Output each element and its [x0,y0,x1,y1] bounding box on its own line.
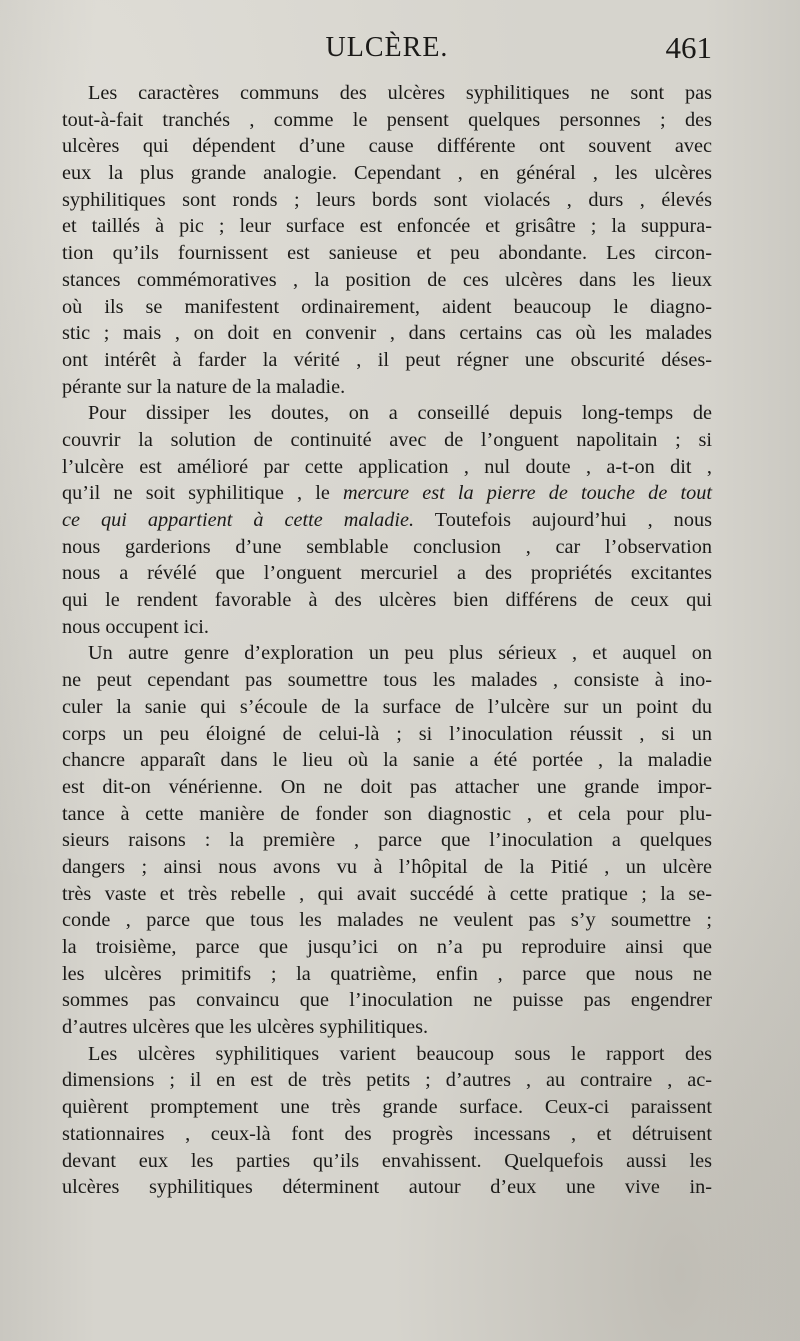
text-line [62,480,712,507]
text-line: dimensions ; il en est de très petits ; d’autres , au contraire , ac- [62,1069,712,1092]
text-line: devant eux les parties qu’ils envahissent. Quelquefois aussi les [62,1149,712,1172]
text-line: couvrir la solution de continuité avec de l’onguent napolitain ; si [62,428,712,451]
text-line: d’autres ulcères que les ulcères syphilitiques. [62,1016,429,1039]
text-line: culer la sanie qui s’écoule de la surface de l’ulcère sur un point du [62,695,712,718]
text-line: très vaste et très rebelle , qui avait succédé à cette pratique ; la se- [62,882,712,905]
text-line: nous garderions d’une semblable conclusion , car l’observation [62,535,712,558]
text-line: stances commémoratives , la position de ces ulcères dans les lieux [62,268,712,291]
text-line: la troisième, parce que jusqu’ici on n’a pu reproduire ainsi que [62,936,712,958]
text-line: ne peut cependant pas soumettre tous les malades , consiste à ino- [62,669,712,692]
text-line: stationnaires , ceux-là font des progrès incessans , et détruisent [62,1122,712,1145]
text-line: sieurs raisons : la première , parce que l’inoculation a quelques [62,829,712,852]
text-line: corps un peu éloigné de celui-là ; si l’inoculation réussit , si un [62,722,712,745]
text-line: eux la plus grande analogie. Cependant , en général , les ulcères [62,162,712,185]
paragraph [62,1041,712,1201]
page-number: 461 [665,30,712,65]
paragraph [62,80,712,400]
text-line: conde , parce que tous les malades ne veulent pas s’y soumettre ; [62,909,712,932]
running-head [62,30,712,70]
text-line: chancre apparaît dans le lieu où la sanie a été portée , la maladie [62,749,712,772]
italic-text-segment: mercure est la pierre de touche de tout [343,482,713,505]
text-line: Les caractères communs des ulcères syphilitiques ne sont pas [88,82,712,104]
text-line: tout-à-fait tranchés , comme le pensent quelques personnes ; des [62,108,712,131]
text-line: quièrent promptement une très grande surface. Ceux-ci paraissent [62,1096,712,1119]
text-line: et taillés à pic ; leur surface est enfoncée et grisâtre ; la suppura- [62,215,712,238]
text-line: où ils se manifestent ordinairement, aident beaucoup le diagno- [62,295,712,318]
text-line: les ulcères primitifs ; la quatrième, enfin , parce que nous ne [62,962,712,985]
text-line: tance à cette manière de fonder son diagnostic , et cela pour plu- [62,802,712,825]
text-line: qui le rendent favorable à des ulcères bien différens de ceux qui [62,589,712,612]
italic-text-segment: ce qui appartient à cette maladie. [62,509,415,531]
text-line: est dit-on vénérienne. On ne doit pas attacher une grande impor- [62,775,712,798]
text-line: Pour dissiper les doutes, on a conseillé depuis long-temps de [88,402,712,425]
body-text [62,80,712,1201]
text-line: ulcères syphilitiques déterminent autour d’eux une vive in- [62,1176,712,1199]
text-line: ulcères qui dépendent d’une cause différente ont souvent avec [62,135,712,158]
text-line: Un autre genre d’exploration un peu plus sérieux , et auquel on [88,642,712,665]
text-segment: qu’il ne soit syphilitique , le [62,482,344,505]
text-line: stic ; mais , on doit en convenir , dans certains cas où les malades [62,322,712,345]
text-line: tion qu’ils fournissent est sanieuse et peu abondante. Les circon- [62,242,712,265]
text-line: pérante sur la nature de la maladie. [62,375,346,398]
text-line: ont intérêt à farder la vérité , il peut régner une obscurité déses- [62,348,712,371]
paragraph [62,400,712,640]
text-line: Les ulcères syphilitiques varient beaucoup sous le rapport des [88,1042,712,1065]
text-line [62,507,712,534]
text-line: nous occupent ici. [62,615,209,638]
text-line: l’ulcère est amélioré par cette application , nul doute , a-t-on dit , [62,455,712,478]
text-line: syphilitiques sont ronds ; leurs bords sont violacés , durs , élevés [62,188,712,211]
text-segment: Toutefois aujourd’hui , nous [414,509,712,531]
paragraph [62,640,712,1040]
running-head-title: ULCÈRE. [325,32,449,63]
text-line: nous a révélé que l’onguent mercuriel a des propriétés excitantes [62,562,712,585]
text-line: sommes pas convaincu que l’inoculation ne puisse pas engendrer [62,989,712,1012]
text-line: dangers ; ainsi nous avons vu à l’hôpital de la Pitié , un ulcère [62,855,712,878]
